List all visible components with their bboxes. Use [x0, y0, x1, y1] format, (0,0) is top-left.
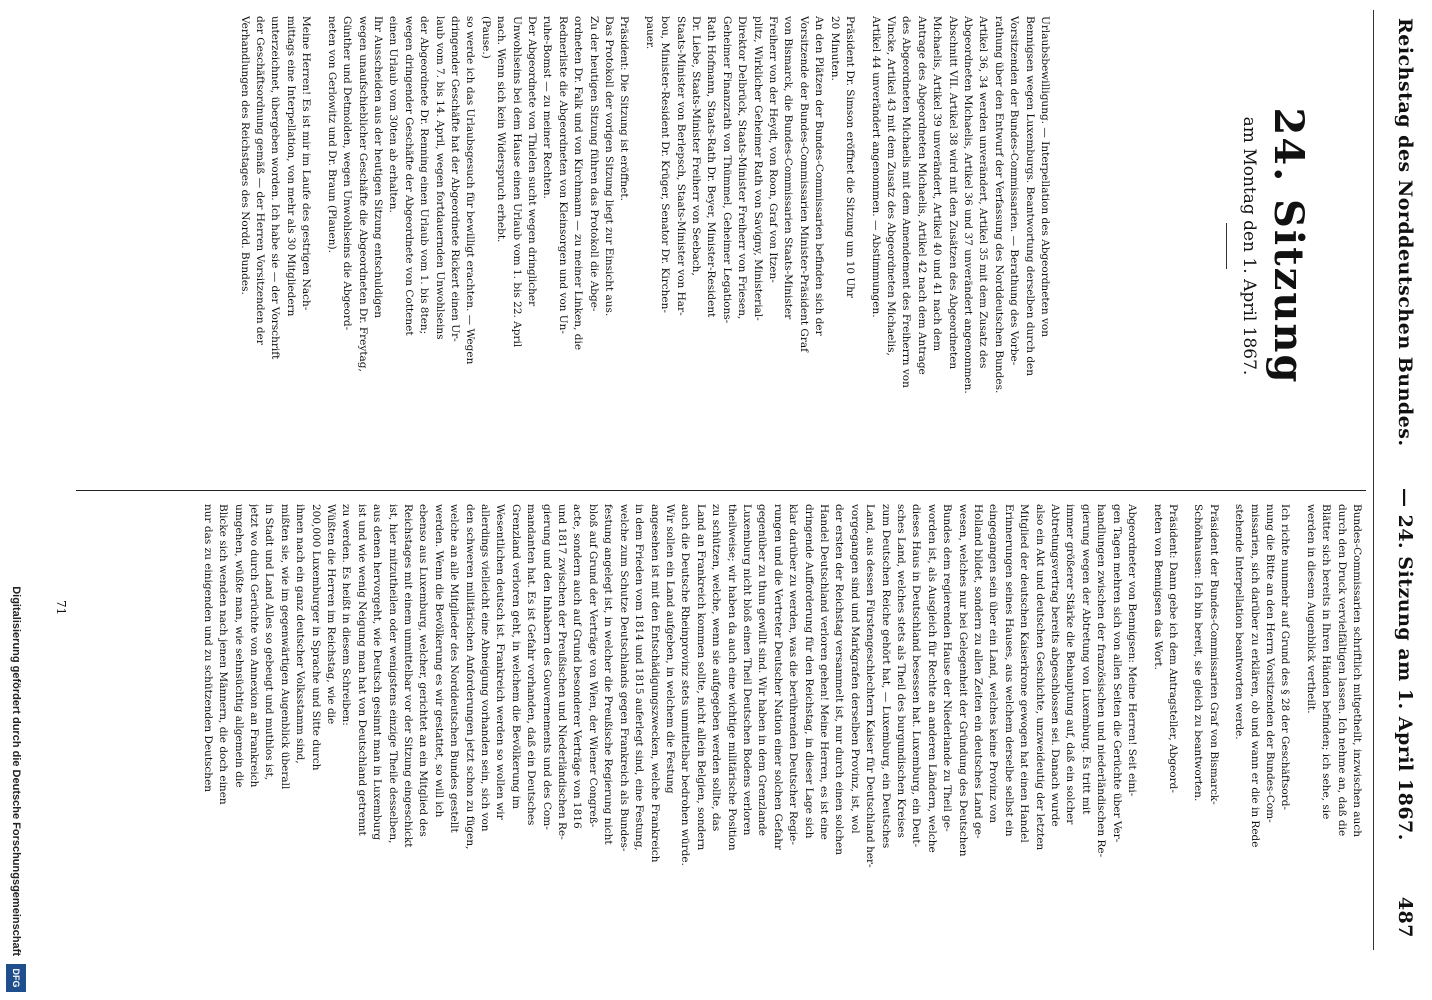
- text-line: Geheimer Finanzrath von Thümmel, Geheimer Legations-: [720, 16, 733, 324]
- text-line: gierung wegen der Abtretung von Luxemburg. Es tritt mit: [1079, 504, 1092, 815]
- text-line: Wesentlichen deutsch ist. Frankreich werden so wollen wir: [494, 504, 507, 820]
- paragraph-gap: [1221, 504, 1231, 944]
- paragraph-gap: [313, 16, 323, 476]
- text-line: gierung und den Inhabern des Gouvernements und des Com-: [540, 504, 553, 830]
- session-date: am Montag den 1. April 1867.: [1239, 116, 1259, 376]
- text-line: mißten sie, wie im gegenwärtigen Augenblick überall: [278, 504, 291, 790]
- text-line: wegen dringender Geschäfte der Abgeordnete von Cottenet: [402, 16, 415, 336]
- text-line: neten von Gerlowitz und Dr. Braun (Plauen).: [325, 16, 338, 253]
- text-line: ebenso aus Luxemburg, welcher, gerichtet an ein Mitglied des: [417, 504, 430, 837]
- dfg-logo: DFG: [6, 964, 26, 992]
- running-head-right: — 24. Sitzung am 1. April 1867.: [1394, 488, 1416, 841]
- text-line: nung die Bitte an den Herrn Vorsitzenden der Bundes-Com-: [1263, 504, 1276, 823]
- text-line: Wir sollen ein Land aufgeben, in welchem die Festung: [663, 504, 676, 794]
- text-line: Blätter sich bereits in Ihren Händen befinden; ich sehe, sie: [1320, 504, 1333, 820]
- text-line: eingegangen sein über ein Land, welches keine Provinz von: [987, 504, 1000, 823]
- text-line: Freiherr von der Heydt, von Roon, Graf von Itzen-: [767, 16, 780, 283]
- text-line: Bundes dem regierenden Hause der Niederlande zu Theil ge-: [941, 504, 954, 832]
- page-number: 487: [1394, 896, 1416, 938]
- text-line: umgehen, wüßte man, wie sehnsüchtig allgemein die: [232, 504, 245, 788]
- text-line: der Geschäftsordnung gemäß — der Herren Vorsitzenden der: [254, 16, 267, 345]
- text-line: ist und wie wenig Neigung man hat von Deutschland getrennt: [355, 504, 368, 836]
- text-line: worden ist, als Ausgleich für Rechte an anderen Ländern, welche: [925, 504, 938, 853]
- text-line: der ersten der Reichstag versammelt ist, nur durch einen solchen: [833, 504, 846, 855]
- text-line: Blicke sich wenden nach jenen Männern, die doch einen: [217, 504, 230, 805]
- text-line: welche zum Schutze Deutschlands gegen Frankreich als Bundes-: [617, 504, 630, 852]
- text-line: Präsident: Die Sitzung ist eröffnet.: [618, 16, 631, 201]
- text-line: Abschnitt VII. Artikel 38 wird mit den Zusätzen des Abgeordneten: [946, 16, 959, 370]
- paragraph-gap: [631, 16, 641, 476]
- text-line: handlungen zwischen der französischen und niederländischen Re-: [1095, 504, 1108, 858]
- text-line: An den Plätzen der Bundes-Commissarien befinden sich der: [813, 16, 826, 336]
- text-line: werden in diesem Augenblick vertheilt.: [1304, 504, 1317, 714]
- text-line: Unwohlseins bei dem Hause einen Urlaub vom 1. bis 22. April: [510, 16, 523, 348]
- text-line: Der Abgeordnete von Thielen sucht wegen dringlicher: [526, 16, 538, 307]
- text-line: zu werden. Es heißt in diesem Schreiben:: [340, 504, 353, 726]
- text-line: Ich richte nunmehr auf Grund des § 28 der Geschäftsord-: [1279, 504, 1292, 810]
- text-line: Meine Herren! Es ist mir im Laufe des gestrigen Nach-: [300, 16, 313, 311]
- text-line: Artikel 36, 34 werden unverändert, Artikel 35 mit dem Zusatz des: [977, 16, 990, 369]
- text-line: mittags eine Interpellation, von mehr als 30 Mitgliedern: [284, 16, 297, 317]
- text-line: Handel Deutschland verloren gehen! Meine Herren, es ist eine: [818, 504, 830, 840]
- text-line: dieses Haus in Deutschland besessen hat. Luxemburg, ein Deut-: [910, 504, 923, 848]
- text-line: rathung über den Entwurf der Verfassung des Norddeutschen Bundes.: [992, 16, 1005, 394]
- text-line: Abgeordneten Michaelis, Artikel 36 und 37 unverändert angenommen.: [961, 16, 974, 394]
- text-line: Präsident der Bundes-Commissarien Graf von Bismarck-: [1207, 504, 1220, 805]
- text-line: der Abgeordnete Dr. Renning einen Urlaub vom 1. bis 8ten;: [418, 16, 431, 335]
- text-line: Abgeordneter von Bennigsen: Meine Herren! Seit eini-: [1126, 504, 1139, 797]
- text-line: Das Protokoll der vorigen Sitzung liegt zur Einsicht aus.: [603, 16, 616, 317]
- text-line: zu schützen, welche, wenn sie aufgegeben werden sollte, das: [710, 504, 723, 832]
- text-line: Land an Frankreich kommen sollte, nicht allein Belgien, sondern: [694, 504, 707, 851]
- text-line: vorgegangen sind und Markgrafen derselben Provinz, ist, wol: [848, 504, 861, 834]
- text-line: Rednerliste die Abgeordneten von Kleinsorgen und von Un-: [556, 16, 569, 334]
- text-line: Präsident: Dann gebe ich dem Antragsteller, Abgeord-: [1166, 504, 1179, 793]
- paragraph-gap: [1139, 504, 1149, 944]
- text-line: in Stadt und Land Alles so gebeugt und muthlos ist,: [263, 504, 276, 781]
- text-line: Land, aus dessen Fürstengeschlechtern Kaiser für Deutschland her-: [864, 504, 877, 868]
- text-line: Luxemburg nicht bloß einen Theil Deutschen Bodens verloren: [740, 504, 753, 836]
- text-line: Wüßten die Herren im Reichstag, wie die: [325, 504, 337, 725]
- text-line: Staats-Minister von Berlepsch, Staats-Minister von Har-: [674, 16, 687, 316]
- text-line: Bennigsen wegen Luxemburgs. Beantwortung derselben durch den: [1023, 16, 1036, 377]
- title-rule: [1226, 223, 1227, 269]
- text-line: Präsident Dr. Simson eröffnet die Sitzung um 10 Uhr: [844, 16, 857, 299]
- text-line: Vorsitzende der Bundes-Commissarien Minister-Präsident Graf: [797, 16, 810, 352]
- text-line: Reichstages mit einem unmittelbar vor der Sitzung eingeschickt: [402, 504, 415, 848]
- text-line: welche an alle Mitglieder des Norddeutschen Bundes gestellt: [448, 504, 461, 833]
- text-line: angesehen ist mit den Entschädigungszwecken, welche Frankreich: [648, 504, 661, 863]
- text-line: dringender Geschäfte hat der Abgeordnete Rickert einen Ur-: [448, 16, 461, 342]
- session-heading: [1226, 16, 1312, 476]
- text-line: von Bismarck, die Bundes-Commissarien Staats-Minister: [782, 16, 795, 320]
- text-line: ruhe-Bomst — zu meiner Rechten.: [541, 16, 554, 199]
- text-line: auch die Deutsche Rheinprovinz stets unmittelbar bedrohen würde.: [679, 504, 692, 866]
- text-line: wegen unaufschieblicher Geschäfte die Abgeordneten Dr. Freytag,: [356, 16, 369, 372]
- text-line: und 1817 zwischen der Preußischen und Niederländischen Re-: [556, 504, 569, 840]
- text-line: des Abgeordneten Michaelis mit dem Amendement des Freiherrn von: [900, 16, 913, 388]
- text-line: plitz, Wirklicher Geheimer Rath von Savigny, Ministerial-: [751, 16, 764, 321]
- text-line: zum Deutschen Reiche gehört hat, — Luxemburg, ein Deutsches: [879, 504, 892, 849]
- paragraph-gap: [857, 16, 867, 476]
- text-line: wesen, welches nur bei Gelegenheit der Gründung des Deutschen: [956, 504, 969, 857]
- text-line: Zu der heutigen Sitzung führen das Protokoll die Abge-: [587, 16, 600, 312]
- text-line: also ein Akt und deutschen Geschichte, unzweideutig der letzten: [1033, 504, 1046, 851]
- text-line: sches Land, welches stets als Theil des burgundischen Kreises: [895, 504, 908, 838]
- digitization-strip: [0, 0, 30, 1000]
- text-line: durch den Druck vervielfältigen lassen. Ich nehme an, daß die: [1335, 504, 1348, 837]
- signature-mark: 71: [54, 600, 68, 616]
- text-line: 20 Minuten.: [828, 16, 841, 81]
- text-line: Grenzland verloren geht, in welchem die Bevölkerung im: [509, 504, 522, 809]
- text-line: aus denen hervorgeht, wie Deutsch gesinnt man in Luxemburg: [371, 504, 384, 841]
- text-line: nur das zu einigenden und zu schützenden Deutschen: [201, 504, 214, 793]
- text-line: (Pause.): [479, 16, 492, 59]
- text-line: Rath Hofmann, Staats-Rath Dr. Beyer, Minister-Resident: [705, 16, 718, 318]
- paragraph-gap: [1292, 504, 1302, 944]
- text-line: bou, Minister-Resident Dr. Krüger, Senator Dr. Kirchen-: [659, 16, 672, 313]
- text-line: nach. Wenn sich kein Widerspruch erhebt.: [495, 16, 508, 243]
- text-line: neten von Bennigsen das Wort.: [1151, 504, 1164, 670]
- text-line: den schweren militärischen Anforderungen jetzt schon zu fügen,: [463, 504, 476, 850]
- left-column: [62, 16, 1052, 476]
- text-line: Bundes-Commissarien schriftlich mitgetheilt, inzwischen auch: [1351, 504, 1363, 837]
- text-line: Ihr Ausscheiden aus der heutigen Sitzung entschuldigen: [371, 16, 384, 319]
- text-line: laub vom 7. bis 14. April, wegen fortdauernden Unwohlseins: [433, 16, 446, 340]
- right-column: [34, 504, 1364, 944]
- paragraph-gap: [1180, 504, 1190, 944]
- text-line: ihnen nach ein ganz deutscher Volksstamm sind,: [294, 504, 307, 764]
- text-line: Erinnerungen seines Hauses, aus welchem derselbe selbst ein: [1002, 504, 1015, 837]
- text-line: Vincke, Artikel 43 mit dem Zusatz des Abgeordneten Michaelis,: [884, 16, 897, 356]
- text-line: unterzeichnet, übergeben worden. Ich habe sie — der Vorschrift: [269, 16, 282, 360]
- text-line: stehende Interpellation beantworten werde.: [1233, 504, 1246, 740]
- text-line: missarien, sich darüber zu erklären, ob und wann er die in Rede: [1248, 504, 1261, 848]
- text-line: bloß auf Grund der Verträge von Wien, der Wiener Congreß-: [586, 504, 599, 828]
- text-line: rungen und die Vertreter Deutscher Nation einer solchen Gefahr: [771, 504, 784, 851]
- text-line: Michaelis, Artikel 39 unverändert, Artikel 40 und 41 nach dem: [931, 16, 944, 352]
- text-line: 200,000 Luxemburger in Sprache und Sitte durch: [309, 504, 322, 771]
- session-title: 24. Sitzung: [1265, 107, 1312, 385]
- text-line: in dem Frieden vom 1814 und 1815 auferlegt sind, eine Festung,: [633, 504, 646, 851]
- text-line: Artikel 44 unverändert angenommen. — Abstimmungen.: [869, 16, 882, 318]
- column-divider: [76, 490, 1366, 491]
- text-line: einen Urlaub vom 30ten ab erhalten.: [387, 16, 400, 213]
- text-line: ist, hier mitzutheilen oder wenigstens einzige Theile desselben,: [386, 504, 399, 844]
- text-line: Urlaubsbewilligung. — Interpellation des Abgeordneten von: [1039, 16, 1051, 337]
- text-line: festung angelegt ist, in welcher die Preußische Regierung nicht: [602, 504, 615, 845]
- text-line: theilweise; wir haben da auch eine wichtige militärische Position: [725, 504, 738, 851]
- text-line: Vorsitzenden der Bundes-Commissarien. — Berathung des Vorbe-: [1008, 16, 1021, 366]
- text-line: jetzt wo durch Gerüchte von Annexion an Frankreich: [247, 504, 260, 788]
- text-line: werden. Wenn die Bevölkerung es wir gestattet, so will ich: [432, 504, 445, 818]
- text-line: Mitglied der deutschen Kaiserkrone gewogen hat einen Handel: [1018, 504, 1031, 843]
- text-line: Direktor Delbrück, Staats-Minister Freiherr von Friesen,: [736, 16, 749, 320]
- running-head: [1376, 18, 1416, 938]
- text-line: Dr. Liebe, Staats-Minister Freiherr von Seebach,: [690, 16, 703, 276]
- text-line: acte, sondern auch auf Grund besonderer Verträge von 1816: [571, 504, 584, 829]
- text-line: so werde ich das Urlaubsgesuch für bewilligt erachten. — Wegen: [464, 16, 477, 365]
- text-line: ordneten Dr. Falk und von Kirchmann — zu meiner Linken, die: [572, 16, 585, 351]
- text-line: mandanten hat. Es ist Gefahr vorhanden, daß ein Deutsches: [525, 504, 538, 826]
- text-line: Schönhausen: Ich bin bereit, sie gleich zu beantworten.: [1192, 504, 1205, 802]
- text-line: Antrage des Abgeordneten Michaelis, Artikel 42 nach dem Antrage: [915, 16, 928, 375]
- text-line: pauer.: [643, 16, 656, 50]
- text-line: Holland bildet, sondern zu allen Zeiten ein deutsches Land ge-: [972, 504, 985, 839]
- text-line: allerdings vielleicht eine Abneigung vorhanden sein, sich von: [479, 504, 492, 832]
- text-line: immer größerer Stärke die Behauptung auf, daß ein solcher: [1064, 504, 1077, 825]
- text-line: klar darüber zu werden, was die berührenden Deutscher Regie-: [787, 504, 800, 845]
- header-rule: [1373, 10, 1374, 950]
- text-line: Abtretungsvertrag bereits abgeschlossen sei. Danach wurde: [1049, 504, 1062, 827]
- text-line: gen Tagen mehren sich von allen Seiten die Gerüchte über Ver-: [1110, 504, 1123, 843]
- text-line: Günther und Detmolden, wegen Unwohlseins die Abgeord-: [341, 16, 354, 331]
- running-head-left: Reichstag des Norddeutschen Bundes.: [1394, 18, 1416, 447]
- digitization-note: Digitalisierung gefördert durch die Deutsche Forschungsgemeinschaft: [10, 586, 22, 956]
- text-line: Verhandlungen des Reichstages des Nordd. Bundes.: [238, 16, 251, 295]
- text-line: dringende Aufforderung für den Reichstag, in dieser Lage sich: [802, 504, 815, 839]
- text-line: gegenüber zu thun gewillt sind. Wir haben in dem Grenzlande: [756, 504, 769, 836]
